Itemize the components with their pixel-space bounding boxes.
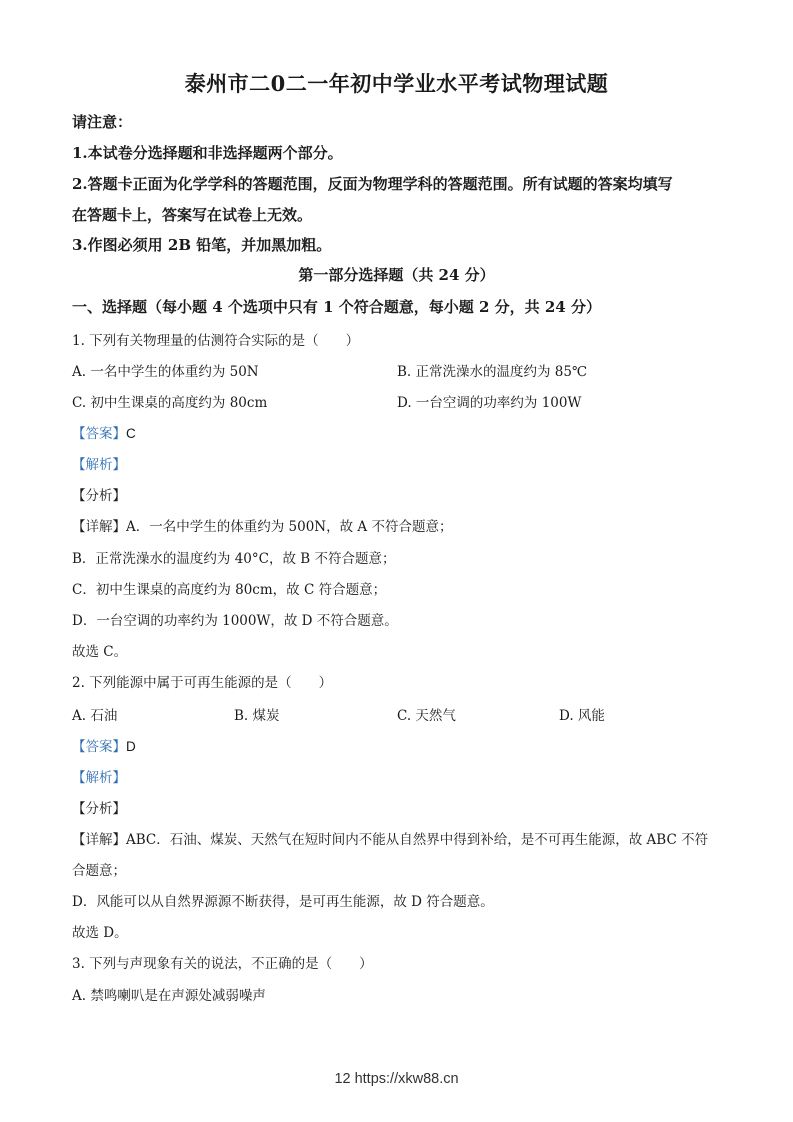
q1-fenxi-label: 【分析】 bbox=[72, 488, 126, 504]
q3-stem: 3. 下列与声现象有关的说法，不正确的是（ ） bbox=[72, 956, 373, 972]
q2-answer bbox=[72, 735, 136, 755]
notice-item-2-line-1: 2.答题卡正面为化学学科的答题范围，反面为物理学科的答题范围。所有试题的答案均填写 bbox=[72, 175, 673, 193]
notice-item-3: 3.作图必须用 2B 铅笔，并加黑加粗。 bbox=[72, 236, 332, 254]
q1-detail-4: D．一台空调的功率约为 1000W，故 D 不符合题意。 bbox=[72, 613, 398, 629]
q1-detail-1: 【详解】A．一名中学生的体重约为 500N，故 A 不符合题意； bbox=[72, 519, 453, 535]
q2-option-c: C. 天然气 bbox=[397, 708, 456, 724]
q2-fenxi-label: 【分析】 bbox=[72, 801, 126, 817]
notice-item-2-line-2: 在答题卡上，答案写在试卷上无效。 bbox=[72, 206, 313, 224]
q1-answer-value: C bbox=[126, 426, 136, 441]
notice-item-1: 1.本试卷分选择题和非选择题两个部分。 bbox=[72, 144, 343, 162]
q1-analysis-label: 【解析】 bbox=[72, 457, 126, 473]
q2-conclusion: 故选 D。 bbox=[72, 925, 128, 941]
section1-heading: 一、选择题（每小题 4 个选项中只有 1 个符合题意，每小题 2 分，共 24 分） bbox=[72, 298, 601, 316]
q1-stem: 1. 下列有关物理量的估测符合实际的是（ ） bbox=[72, 333, 360, 349]
q1-option-b: B. 正常洗澡水的温度约为 85℃ bbox=[397, 364, 588, 380]
q3-option-a: A. 禁鸣喇叭是在声源处减弱噪声 bbox=[72, 988, 266, 1004]
q2-option-d: D. 风能 bbox=[559, 708, 605, 724]
q2-option-b: B. 煤炭 bbox=[234, 708, 280, 724]
q2-stem: 2. 下列能源中属于可再生能源的是（ ） bbox=[72, 675, 333, 691]
q2-detail-1-line-1: 【详解】ABC．石油、煤炭、天然气在短时间内不能从自然界中得到补给，是不可再生能源，故 ABC 不符 bbox=[72, 832, 709, 848]
q2-analysis-label: 【解析】 bbox=[72, 770, 126, 786]
q1-option-a: A. 一名中学生的体重约为 50N bbox=[72, 364, 259, 380]
q1-detail-2: B．正常洗澡水的温度约为 40°C，故 B 不符合题意； bbox=[72, 551, 396, 567]
q1-detail-3: C．初中生课桌的高度约为 80cm，故 C 符合题意； bbox=[72, 582, 387, 598]
q1-answer bbox=[72, 422, 136, 442]
q2-answer-value: D bbox=[126, 739, 136, 754]
q1-option-c: C. 初中生课桌的高度约为 80cm bbox=[72, 395, 268, 411]
page-footer: 12 https://xkw88.cn bbox=[334, 1071, 459, 1087]
part1-heading: 第一部分选择题（共 24 分） bbox=[298, 266, 495, 284]
q2-detail-2: D．风能可以从自然界源源不断获得，是可再生能源，故 D 符合题意。 bbox=[72, 894, 494, 910]
q1-conclusion: 故选 C。 bbox=[72, 644, 128, 660]
q2-detail-1-line-2: 合题意； bbox=[72, 863, 126, 879]
q1-option-d: D. 一台空调的功率约为 100W bbox=[397, 395, 582, 411]
page-title: 泰州市二0二一年初中学业水平考试物理试题 bbox=[184, 71, 609, 96]
q2-option-a: A. 石油 bbox=[72, 708, 118, 724]
notice-heading: 请注意： bbox=[72, 113, 133, 131]
q2-answer-label: 【答案】 bbox=[72, 739, 126, 755]
q1-answer-label: 【答案】 bbox=[72, 426, 126, 442]
